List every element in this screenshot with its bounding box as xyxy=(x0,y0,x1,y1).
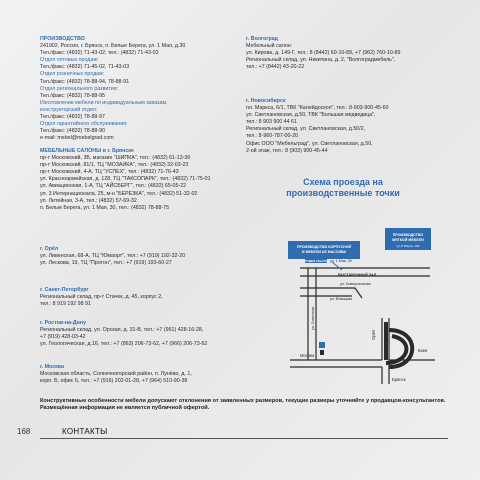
volgograd-line: тел.: +7 (8442) 43-20-22 xyxy=(246,64,305,71)
salons-heading: МЕБЕЛЬНЫЕ САЛОНЫ в г. Брянске xyxy=(40,148,134,154)
rostov-line: +7 (919) 428-03-42 xyxy=(40,334,86,341)
box-right-line-2: МЯГКОЙ МЕБЕЛИ xyxy=(392,238,424,242)
rostov-heading: г. Ростов-на-Дону xyxy=(40,320,87,326)
disclaimer: Конструктивные особенности мебели допускают отклонения от заявленных размеров, текущие размеры уточняйте у продавцов-консультантов. Размещённая информация не является публичной офертой. xyxy=(40,398,446,412)
novosibirsk-line: тел.: 8 903 900 44 61 xyxy=(246,119,297,126)
production-line: Отдел оптовых продаж: xyxy=(40,57,99,64)
moscow-line: корп. Б, офис 6, тел.: +7 (916) 202-01-28, +7 (964) 510-90-38 xyxy=(40,378,188,385)
map-title-line-1: Схема проезда на xyxy=(303,177,383,187)
road-label-1: ул. Коммунальная xyxy=(340,282,371,286)
novosibirsk-line: пл. Маркса, 6/1, ТВК "Калейдоскоп", тел.: 8-903-900-45-60 xyxy=(246,105,389,112)
road-label-kiev: Киев xyxy=(418,348,428,353)
novosibirsk-line: Офис ООО "Мебельград", ул. Светлановская, д.50, xyxy=(246,140,373,147)
map-title-line-2: производственные точки xyxy=(286,188,400,198)
salons-line: пр-т Московский, 4-А, ТЦ "УСПЕХ", тел.: (4832) 71-76-43 xyxy=(40,169,179,176)
spb-heading: г. Санкт-Петербург xyxy=(40,287,89,293)
novosibirsk-line: Региональный склад, ул. Светлановская, д.50/2, xyxy=(246,126,366,133)
novosibirsk-line: тел.: 8-960-787-00-20 xyxy=(246,133,299,140)
moscow-heading: г. Москва xyxy=(40,364,64,370)
road-label-orel: Орёл xyxy=(371,329,376,340)
parking-marker xyxy=(319,342,325,348)
footer-rule xyxy=(40,438,448,439)
novosibirsk-line: 2-ой этаж, тел.: 8 (903) 900-45-44 xyxy=(246,147,328,154)
production-line: 241902, Россия, г. Брянск, п. Белые Берега, ул. 1 Мая, д.30 xyxy=(40,43,186,50)
production-line: Тел./факс: (4832) 71-45-02, 71-43-03 xyxy=(40,64,130,71)
road-label-2: ул. Бежицкая xyxy=(330,297,353,301)
production-line: Отдел гарантийного обслуживания: xyxy=(40,121,128,128)
novosibirsk-line: ул. Светлановская, д.50, ТВК "Большая медведица", xyxy=(246,112,376,119)
production-line: Тел./факс: (4832) 71-43-02; тел.: (4832) 71-43-03 xyxy=(40,50,159,57)
orel-heading: г. Орёл xyxy=(40,246,59,252)
production-line: Тел./факс: (4832) 78-88-97 xyxy=(40,114,106,121)
rostov-line: Региональный склад, ул. Орская, д. 31-В, тел.: +7 (961) 428-16-28, xyxy=(40,327,204,334)
orel-line: ул. Ливенская, 68-А, ТЦ "Юмаорт", тел.: +7 (919) 192-32-20 xyxy=(40,253,186,260)
salons-line: ул. Литейная, 3-А, тел.: (4832) 57-69-32 xyxy=(40,197,137,204)
moscow-line: Московская область, Солнечногорский район, п. Лунёво, д. 1, xyxy=(40,371,192,378)
salons-line: ул. 3 Интернационала, 25, м-н "БЕРЕЗКА", тел.: (4832) 51-32-02 xyxy=(40,190,198,197)
salons-line: п. Белые Берега, ул. 1 Мая, 30, тел.: (4832) 78-88-75 xyxy=(40,204,170,211)
salons-line: пр-т Московский, 3Б, магазин "ШИПКА", тел.: (4832) 61-13-36 xyxy=(40,155,191,162)
orel-line: ул. Лескова, 19, ТЦ "Протон", тел.: +7 (919) 193-60-27 xyxy=(40,260,172,267)
box-left-line-1: ПРОИЗВОДСТВО КОРПУСНОЙ xyxy=(296,245,352,249)
road-label-vertical: ул. Советская xyxy=(311,306,315,330)
production-heading: ПРОИЗВОДСТВО xyxy=(40,36,85,42)
section-title: КОНТАКТЫ xyxy=(62,427,108,436)
salons-line: ул. Авиационная, 1-А, ТЦ "АЙСБЕРГ", тел.: (4832) 65-05-22 xyxy=(40,183,187,190)
box-left-line-2: И МЕБЕЛИ ИЗ МАССИВА xyxy=(301,250,347,254)
production-line: Отдел розничных продаж: xyxy=(40,71,105,78)
production-line: Тел./факс: (4832) 78-88-95 xyxy=(40,92,106,99)
salons-line: пр-т Московский, 81/1, ТЦ "МОЗАИКА", тел.: (4832) 32-03-23 xyxy=(40,162,189,169)
production-line: конструкторский отдел: xyxy=(40,106,98,113)
production-line: Тел./факс: (4832) 78-88-94, 78-88-91 xyxy=(40,78,130,85)
box-left-sub: ОТДЕЛ СБЫТА xyxy=(304,259,328,263)
rostov-line: ул. Геологическая, д.16, тел.: +7 (863) 206-73-62, +7 (966) 206-73-62 xyxy=(40,341,208,348)
spb-line: тел.: 8 919 192 98 91 xyxy=(40,301,91,308)
volgograd-heading: г. Волгоград xyxy=(246,36,279,42)
volgograd-line: Мебельный салон: xyxy=(246,43,293,50)
volgograd-line: ул. Кирова, д. 149-Г, тел.: 8 (8442) 60-10-89, +7 (962) 760-10-89 xyxy=(246,50,401,57)
spb-line: Региональный склад, пр-т Стачек, д. 45, корпус 2, xyxy=(40,294,163,301)
road-label-bryansk: Брянск xyxy=(392,377,406,382)
box-right-line-1: ПРОИЗВОДСТВО xyxy=(392,233,424,237)
production-line: Изготовление мебели по индивидуальным заказам, xyxy=(40,99,168,106)
production-line: Тел./факс: (4832) 78-88-90 xyxy=(40,128,106,135)
page-number: 168 xyxy=(17,427,31,436)
bus-stop-marker xyxy=(320,350,324,355)
road-label-moscow: Москва xyxy=(300,353,315,358)
volgograd-line: Региональный склад, ул. Никитина, д. 2, "Волгоградмебель", xyxy=(246,57,396,64)
showroom-label: ВЫСТАВОЧНЫЙ ЗАЛ xyxy=(338,273,377,277)
production-line: e-mail: mebel@mebelgrad.com xyxy=(40,135,114,142)
novosibirsk-heading: г. Новосибирск xyxy=(246,98,286,104)
production-line: Отдел регионального развития: xyxy=(40,85,119,92)
salons-line: ул. Красноармейская, д. 128, ТЦ "ТАКСОПАРК", тел.: (4832) 71-75-01 xyxy=(40,176,211,183)
box-left-street: ул. 1 Мая, 30 xyxy=(330,259,352,263)
box-right-street: ул. 8 Марта, 104 xyxy=(396,244,420,248)
pointer-line xyxy=(332,262,342,270)
